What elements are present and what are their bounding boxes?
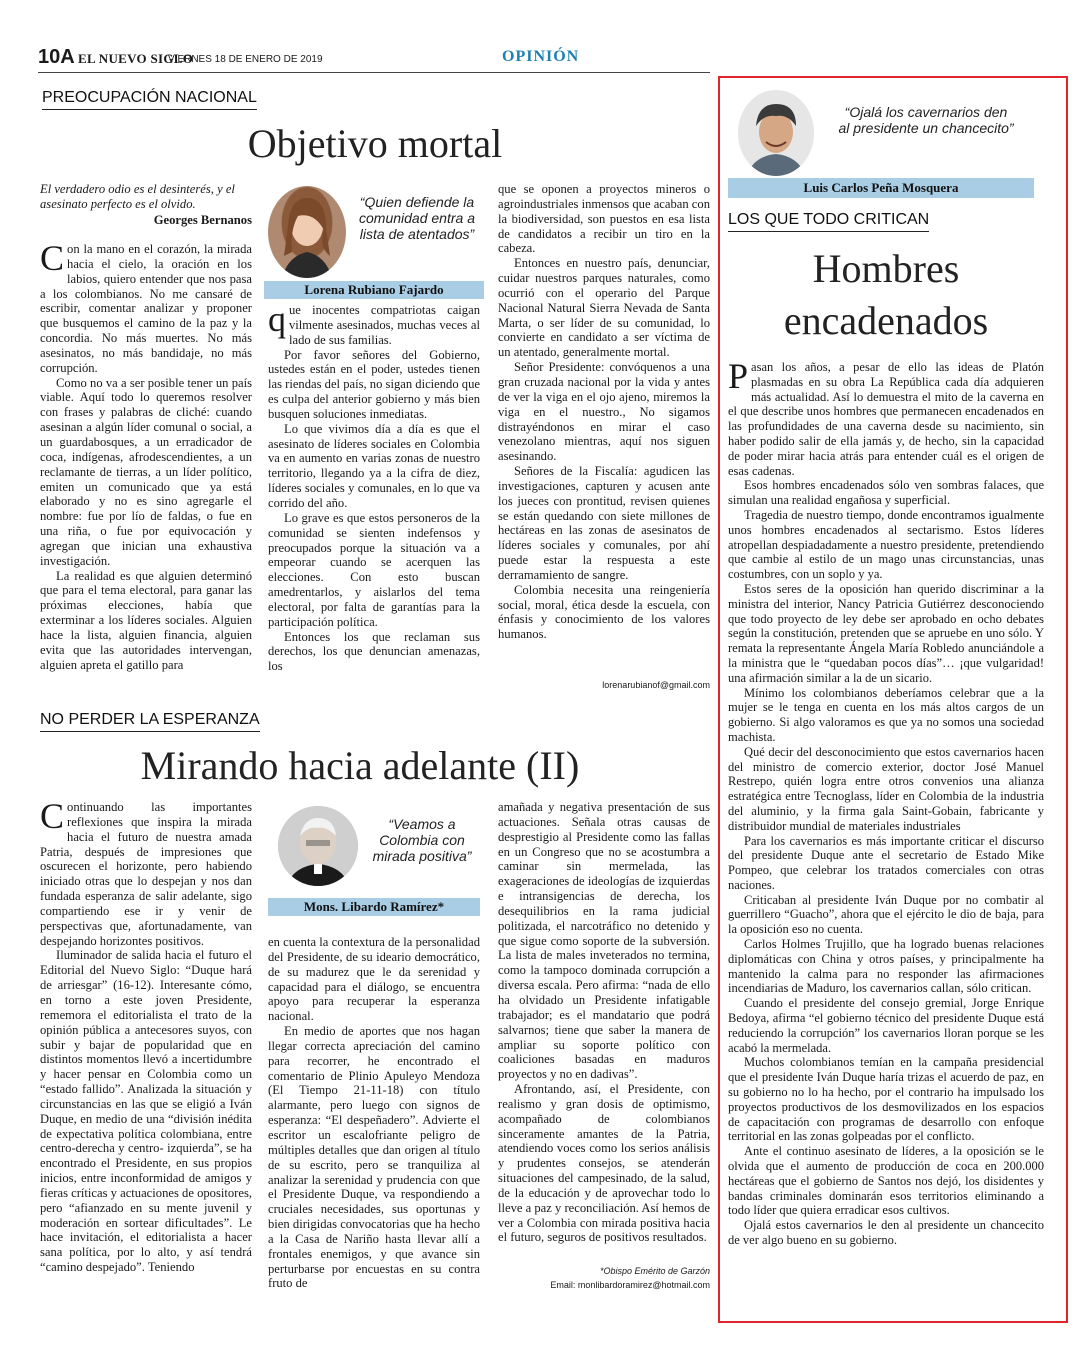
paragraph: Afrontando, así, el Presidente, con realismo y gran dosis de optimismo, acompañado de colombianos sinceramente amantes de la Patria, atendiendo voces como los serios análisis y prudentes consejos, se atenderán situaciones del campesinado, de la salud, de la educación y de aprovechar todo lo lleve a paz y reconciliación. Así hemos de ver a Colombia con mirada positiva hacia el futuro, seguros de positivos resultados. [498, 1082, 710, 1245]
author-photo-libardo [278, 806, 358, 886]
paragraph: Estos seres de la oposición han querido discriminar a la ministra del interior, Nancy Patricia Gutiérrez desconociendo que todo proyecto de ley debe ser aprobado en ocho debates según la constitución, pretenden que se apruebe en uno sólo. Y remata la representante Ángela María Robledo anunciándole a la ministra que le “quedaban pocos días”… ¡que vulgaridad! una afirmación similar a la de un sicario. [728, 581, 1044, 685]
article1-kicker: PREOCUPACIÓN NACIONAL [42, 89, 257, 110]
article2-author: Mons. Libardo Ramírez* [268, 898, 480, 916]
paragraph: Muchos colombianos temían en la campaña presidencial que el presidente Iván Duque haría trizas el acuerdo de paz, en su gobierno no lo ha hecho, por el contrario ha impulsado los proyectos productivos de los desmovilizados en los espacios de capacitación con programas de desarrollo con enfoque territorial en las zonas golpeadas por el conflicto. [728, 1055, 1044, 1144]
title-line-2: encadenados [783, 298, 989, 343]
paragraph: La realidad es que alguien determinó que para el tema electoral, para ganar las próximas elecciones, había que exterminar a los líderes sociales. Alguien hace la lista, alguien financia, alguien evita que las autoridades intervengan, alguien apreta el gatillo para [40, 568, 252, 672]
paragraph: En medio de aportes que nos hagan llegar correcta apreciación del camino para recorrer, he encontrado el comentario de Plinio Apuleyo Mendoza (El Tiempo 21-11-18) con título alarmante, pero luego con signos de esperanza: “El despeñadero”. Advierte el escritor un escalofriante peligro de múltiples detalles que dan origen al título de su escrito, pero se tranquiliza al analizar la serenidad y prudencia con que el Presidente Duque, va respondiendo a cruciales necesidades, sus oportunas y bien dirigidas convocatorias que ha hecho a la Casa de Nariño hasta llevar allí a frontales enemigos, y que avance sin perturbarse por encuestas en su contra fruto de [268, 1024, 480, 1291]
masthead-rule [38, 72, 710, 73]
paragraph: Pasan los años, a pesar de ello las ideas de Platón plasmadas en su obra La República cada día adquieren más actualidad. Así lo demuestra el mito de la caverna en el que describe unos hombres que permanecen encadenados en las profundidades de una caverna desde su nacimiento, sin haber podido salir de ella jamás y, de hecho, sin la capacidad de poder mirar hacia atrás para entender cuál es el origen de esas cadenas. [728, 360, 1044, 478]
paragraph: que se oponen a proyectos mineros o agroindustriales inmensos que acaban con la biodiversidad, son puestos en esa lista de candidatos a recibir un tiro en la cabeza. [498, 182, 710, 256]
article1-author: Lorena Rubiano Fajardo [264, 281, 484, 299]
paragraph: Continuando las importantes reflexiones que inspira la mirada hacia el futuro de nuestra amada Patria, después de impresiones que oscurecen el horizonte, pero habiendo iniciado otras que lo despejan y nos dan fundada esperanza de salir adelante, sigo compartiendo ese ir y venir de perspectivas que, afortunadamente, van despejando horizontes positivos. [40, 800, 252, 948]
paragraph: Mínimo los colombianos deberíamos celebrar que a la mujer se le tenga en cuenta en los más altos cargos de un gobierno. Si algo valoramos es que ya no somos una sociedad machista. [728, 685, 1044, 744]
article1-quote-box [264, 182, 484, 302]
article2-email: Email: monlibardoramirez@hotmail.com [550, 1280, 710, 1290]
article3-author: Luis Carlos Peña Mosquera [728, 178, 1034, 198]
article2-column-3 [498, 800, 710, 1264]
paragraph: Esos hombres encadenados sólo ven sombras falaces, que simulan una realidad engañosa y superficial. [728, 478, 1044, 508]
article2-quote-box [268, 800, 480, 918]
paragraph: Señores de la Fiscalía: agudicen las investigaciones, capturen y acusen ante los jueces con prontitud, revisen quienes se están quedando con siete millones de hectáreas en las zonas de asesinatos de líderes sociales y comunales, por ahí puede estar la respuesta a este derramamiento de sangre. [498, 464, 710, 582]
newspaper-name: EL NUEVO SIGLO [78, 51, 194, 66]
paragraph: que inocentes compatriotas caigan vilmente asesinados, muchas veces al lado de sus familias. [268, 303, 480, 347]
article1-column-1 [40, 242, 252, 692]
portrait-icon [278, 806, 358, 886]
article1-column-3 [498, 182, 710, 678]
article2-signature: *Obispo Emérito de Garzón [599, 1266, 710, 1276]
paragraph: Ojalá estos cavernarios le den al presidente un chancecito de ver algo bueno en su gobierno. [728, 1218, 1044, 1248]
article2-quote: “Veamos a Colombia con mirada positiva” [372, 816, 472, 864]
paragraph: Criticaban al presidente Iván Duque por no combatir al guerrillero “Guacho”, ahora que el ejército le dio de baja, para la oposición eso no cuenta. [728, 892, 1044, 937]
article1-epigraph-block [40, 182, 252, 228]
article1-column-2 [268, 303, 480, 693]
section-name: OPINIÓN [502, 48, 580, 65]
paragraph: Iluminador de salida hacia el futuro el Editorial del Nuevo Siglo: “Duque hará de arriesgar” (16-12). Interesante cómo, en torno a este joven Presidente, rememora el editorialista el trato de la opinión pública a antecesores suyos, con subir y bajar de popularidad que en distintos momentos llevó a incertidumbre y hacer pensar en Colombia como un “estado fallido”. Analizada la situación y circunstancias en las que se eligió a Iván Duque, en medio de una “división inédita de expectativa política colombiana, entre centro-derecha y centro- izquierda”, se ha encontrado el Presidente, en sus propios inicios, entre inconformidad de amigos y fieras críticas y actuaciones de opositores, pero “afianzado en su mente juvenil y moderación en sortear dificultades”. Le hace invitación, el editorialista a hacer sana política, por lo alto, y así tendrá “camino despejado”. Teniendo [40, 948, 252, 1275]
article1-title: Objetivo mortal [247, 121, 503, 166]
article2-column-1 [40, 800, 252, 1300]
paragraph: amañada y negativa presentación de sus actuaciones. Señala otras causas de desprestigio al Presidente como las fallas en un Congreso que no se acostumbra a caminar sin mermelada, las exageraciones de ideologías de izquierdas e intransigencias de derecha, los desequilibrios en la rama judicial politizada, el narcotráfico no detenido y que sigue como soporte de la subversión. La lista de males inveterados no termina, como la tampoco dominada corrupción a diversa escala. Pero afirma: “nada de ello ha olvidado un Presidente infatigable trabajador; es el mandatario que podrá salvarnos; tiene que saber la manera de ampliar su soporte político con coaliciones basadas en maduros proyectos y no en dadivas”. [498, 800, 710, 1082]
article1-quote: “Quien defiende la comunidad entra a lista de atentados” [359, 194, 475, 242]
article3-kicker: LOS QUE TODO CRITICAN [728, 211, 929, 232]
paragraph: Colombia necesita una reingeniería social, moral, ética desde la escuela, con énfasis y conocimiento de los valores humanos. [498, 582, 710, 642]
page-number: 10A [38, 46, 75, 68]
paragraph: Cuando el presidente del consejo gremial, Jorge Enrique Bedoya, afirma “el gobierno técnico del presidente Duque está reduciendo la corrupción” los cavernarios lloran porque se les acabó la mermelada. [728, 996, 1044, 1055]
paragraph: Entonces los que reclaman sus derechos, los que denuncian amenazas, los [268, 629, 480, 674]
article3-quote-box [728, 88, 1034, 200]
paragraph: Para los cavernarios es más importante criticar el discurso del presidente Duque ante el secretario de Estado Mike Pompeo, que celebrar los tratados comerciales con otras naciones. [728, 833, 1044, 892]
paragraph: Entonces en nuestro país, denunciar, cuidar nuestros parques naturales, como ocurrió con el operario del Parque Nacional Natural Sierra Nevada de Santa Marta, o ser líder de su comunidad, lo convierte en candidato a ser víctima de un atentado, generalmente mortal. [498, 256, 710, 360]
paragraph: Lo que vivimos día a día es que el asesinato de líderes sociales en Colombia va en aumento en varias zonas de nuestro territorio, llegando ya a la cifra de diez, líderes sociales y comunales, en lo que va corrido del año. [268, 421, 480, 510]
author-photo-luis-carlos [738, 90, 814, 176]
masthead [38, 46, 1068, 72]
paragraph: Tragedia de nuestro tiempo, donde encontramos igualmente unos hombres encadenados al sectarismo. Estos líderes atropellan despiadadamente a nuestro presidente, pretendiendo que cambie al estilo de un mago unas circunstancias, unas costumbres, con un soplo y ya. [728, 507, 1044, 582]
title-line-1: Hombres [812, 246, 960, 291]
paragraph: Como no va a ser posible tener un país viable. Aquí todo lo queremos resolver con frases y palabras de cliché: cuando asesinan a algún líder comunal o social, a un guardabosques, a un erradicador de coca, indígenas, afrodescendientes, a un reclamante de tierras, a un líder político, emiten un comunicado que ya está elaborado y no es sino agregarle el nombre: fue por lío de faldas, o fue en una riña, o fue por equivocación y agregan que inician una exhaustiva investigación. [40, 375, 252, 568]
author-photo-lorena [268, 186, 346, 278]
paragraph: Por favor señores del Gobierno, ustedes están en el poder, ustedes tienen las riendas del país, no sigan diciendo que es culpa del anterior gobierno y más bien busquen soluciones inmediatas. [268, 347, 480, 421]
article3-quote: “Ojalá los cavernarios den al presidente un chancecito” [838, 104, 1014, 136]
portrait-icon [268, 186, 346, 278]
article2-column-2 [268, 935, 480, 1299]
article2-kicker: NO PERDER LA ESPERANZA [40, 711, 260, 732]
epigraph-author: Georges Bernanos [153, 213, 252, 227]
portrait-icon [738, 90, 814, 176]
paragraph: Lo grave es que estos personeros de la comunidad se sienten indefensos y preocupados porque la situación va a empeorar cuando se acerquen las elecciones. Con esto buscan amedrentarlos, y aislarlos del tema electoral, por falta de garantías para la participación política. [268, 510, 480, 629]
article3-title [728, 243, 1044, 347]
paragraph: Carlos Holmes Trujillo, que ha logrado buenas relaciones diplomáticas con China y otros países, y principalmente ha mantenido la calma para no responder las afirmaciones incendiarias de Maduro, los cavernarios callan, sólo critican. [728, 937, 1044, 996]
article1-email: lorenarubianof@gmail.com [602, 680, 710, 690]
paragraph: en cuenta la contextura de la personalidad del Presidente, de su ideario democrático, de su madurez que le da serenidad y capacidad para el diálogo, se encuentra apoyo para recuperar la esperanza nacional. [268, 935, 480, 1024]
paragraph: Señor Presidente: convóquenos a una gran cruzada nacional por la vida y antes de ver la viga en el ojo ajeno, miremos la viga en el nuestro., No sigamos distrayéndonos en mirar el caso venezolano mientras, aquí nos siguen asesinando. [498, 360, 710, 464]
epigraph-text: El verdadero odio es el desinterés, y el asesinato perfecto es el olvido. [40, 182, 235, 211]
article3-body [728, 360, 1044, 1305]
paragraph: Qué decir del desconocimiento que estos cavernarios hacen del ministro de comercio exterior, doctor José Manuel Restrepo, quién logra entre otros convenios una alianza estratégica entre Tecnoglass, líder en Colombia de la industria del aluminio, y la firma gala Saint-Gobain, fabricante y distribuidor mundial de materiales industriales [728, 744, 1044, 833]
paragraph: Con la mano en el corazón, la mirada hacia el cielo, la oración en los labios, quiero entender que nos pasa a los colombianos. No me cansaré de escribir, comentar analizar y proponer que busquemos el camino de la paz y la concordia. No más muertes. No más asesinatos, no más bandidaje, no más corrupción. [40, 242, 252, 375]
article2-title: Mirando hacia adelante (II) [140, 743, 580, 788]
issue-date: VIERNES 18 DE ENERO DE 2019 [168, 54, 323, 65]
paragraph: Ante el continuo asesinato de líderes, a la oposición se le olvida que el aumento de producción de coca en 200.000 hectáreas que el gobierno de Santos nos dejó, los disidentes y bandas criminales dominarán esos territorios eliminando a todo líder que quiera erradicar esos cultivos. [728, 1144, 1044, 1218]
